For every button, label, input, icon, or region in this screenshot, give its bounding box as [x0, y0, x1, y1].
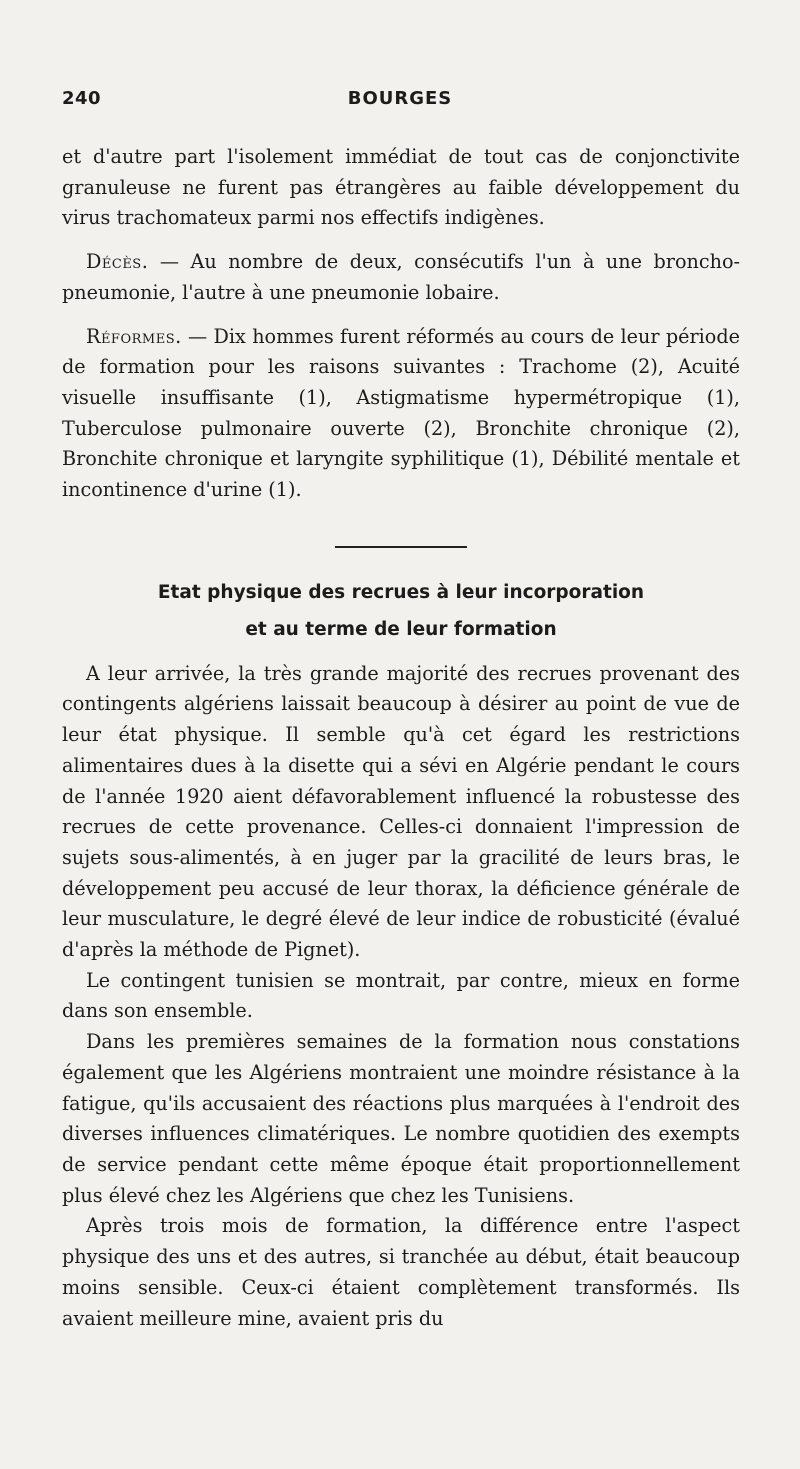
- section-paragraph-2: Le contingent tunisien se montrait, par contre, mieux en forme dans son ensemble.: [62, 968, 740, 1023]
- reformes-text: — Dix hommes furent réformés au cours de leur période de formation pour les raisons suivantes : Trachome (2), Acuité visuelle insuffisante (1), Astigmatisme hypermétropique (1), Tuberculose pulmonaire ouverte (2), Bronchite chronique (2), Bronchite chronique et laryngite syphilitique (1), Débilité mentale et incontinence d'urine (1).: [62, 324, 740, 502]
- reformes-label: Réformes.: [86, 324, 182, 348]
- paragraph-deces: [62, 247, 740, 308]
- section-title-line-2: et au terme de leur formation: [245, 618, 557, 640]
- section-divider: [335, 546, 467, 548]
- page-header: [62, 88, 738, 118]
- section-paragraph-4: Après trois mois de formation, la différence entre l'aspect physique des uns et des autres, si tranchée au début, était beaucoup moins sensible. Ceux-ci étaient complètement transformés. Ils avaient meilleure mine, avaient pris du: [62, 1214, 740, 1330]
- section-title: [62, 574, 740, 648]
- page-number: 240: [62, 88, 102, 109]
- deces-label: Décès.: [86, 250, 149, 274]
- page-body: [62, 142, 740, 1334]
- deces-text: — Au nombre de deux, consécutifs l'un à une broncho-pneumonie, l'autre à une pneumonie lobaire.: [62, 250, 740, 304]
- paragraph-continuation: et d'autre part l'isolement immédiat de tout cas de conjonctivite granuleuse ne furent pas étrangères au faible développement du virus trachomateux parmi nos effectifs indigènes.: [62, 145, 740, 230]
- running-head: BOURGES: [347, 88, 453, 109]
- section-paragraph-3: Dans les premières semaines de la formation nous constations également que les Algériens montraient une moindre résistance à la fatigue, qu'ils accusaient des réactions plus marquées à l'endroit des diverses influences climatériques. Le nombre quotidien des exempts de service pendant cette même époque était proportionnellement plus élevé chez les Algériens que chez les Tunisiens.: [62, 1030, 740, 1207]
- section-paragraph-1: A leur arrivée, la très grande majorité des recrues provenant des contingents algériens laissait beaucoup à désirer au point de vue de leur état physique. Il semble qu'à cet égard les restrictions alimentaires dues à la disette qui a sévi en Algérie pendant le cours de l'année 1920 aient défavorablement influencé la robustesse des recrues de cette provenance. Celles-ci donnaient l'impression de sujets sous-alimentés, à en juger par la gracilité de leurs bras, le développement peu accusé de leur thorax, la déficience générale de leur musculature, le degré élevé de leur indice de robusticité (évalué d'après la méthode de Pignet).: [62, 661, 740, 962]
- paragraph-reformes: [62, 322, 740, 506]
- section-body: [62, 659, 740, 1334]
- section-title-line-1: Etat physique des recrues à leur incorporation: [157, 581, 645, 603]
